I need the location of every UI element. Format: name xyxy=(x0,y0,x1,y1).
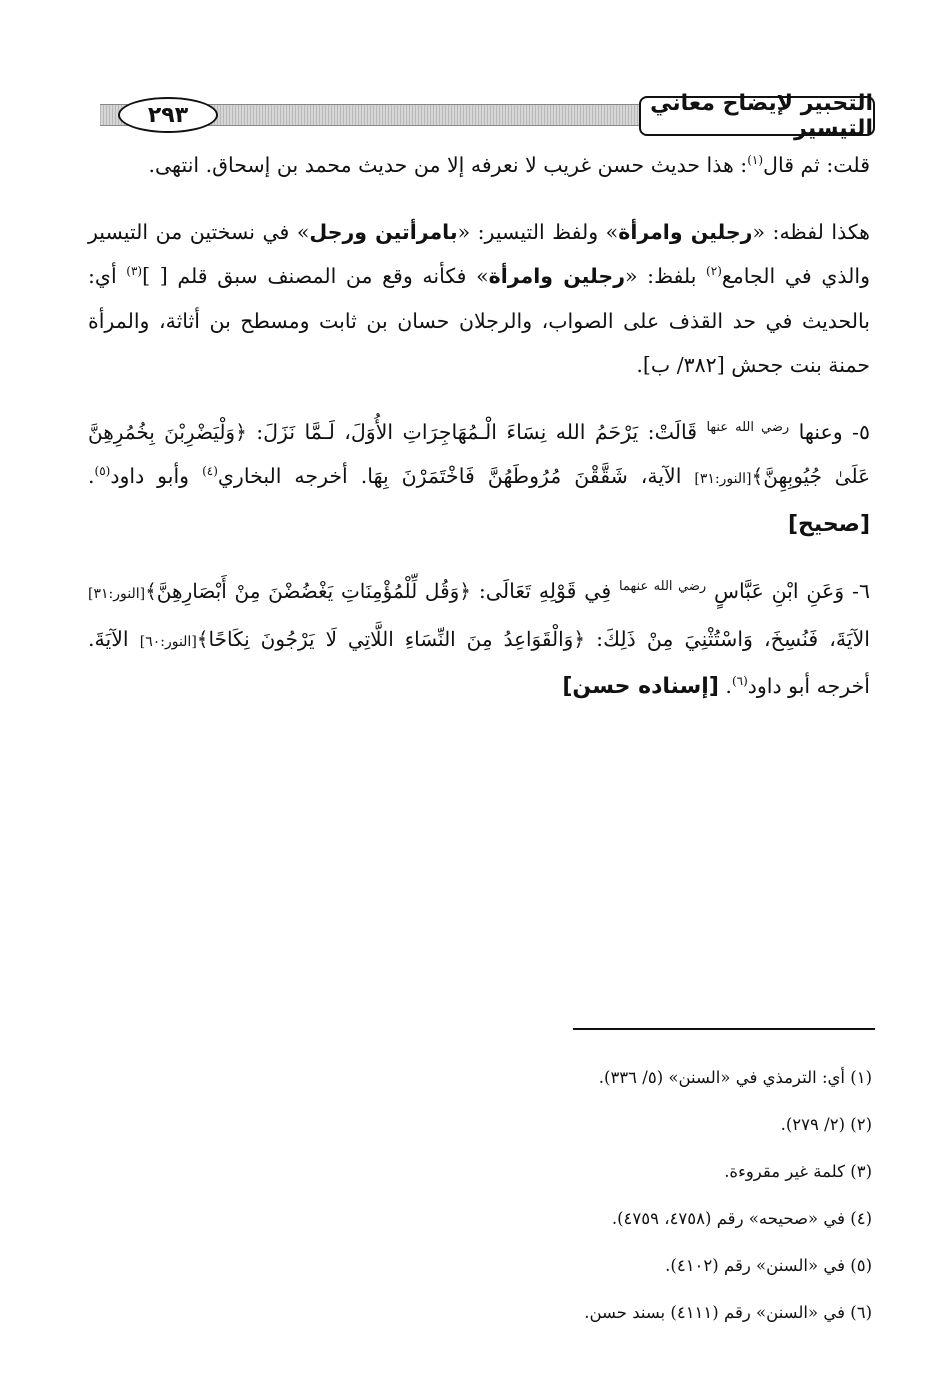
honorific-glyph: رضي الله عنها xyxy=(706,419,790,435)
footnote-ref: (٥) xyxy=(94,464,111,479)
paragraph-1 xyxy=(88,143,870,188)
footnote-2: (٢) (٢/ ٢٧٩). xyxy=(780,1115,872,1134)
footnote-6: (٦) في «السنن» رقم (٤١١١) بسند حسن. xyxy=(584,1303,872,1322)
paragraph-2 xyxy=(88,210,870,388)
text-span: » ولفظ التيسير: « xyxy=(457,219,619,244)
quran-verse: ﴿وَالْقَوَاعِدُ مِنَ النِّسَاءِ اللَّاتِي لَا يَرْجُونَ نِكَاحًا﴾ xyxy=(196,626,586,651)
paragraph-gap xyxy=(88,388,870,410)
text-span: قلت: ثم قال xyxy=(763,153,870,177)
text-span: وأبو داود xyxy=(110,464,203,488)
footnote-3: (٣) كلمة غير مقروءة. xyxy=(724,1162,872,1181)
text-span: » في نسختين من التيسير والذي في الجامع xyxy=(88,219,870,288)
footnote-ref: (٢) xyxy=(706,264,722,279)
text-span: بلفظ: « xyxy=(625,264,707,288)
footnote-ref: (٤) xyxy=(202,464,218,479)
bold-phrase: رجلين وامرأة xyxy=(488,264,625,288)
page-number: ٢٩٣ xyxy=(147,102,189,128)
text-span: فِي قَوْلِهِ تَعَالَى: xyxy=(471,579,620,603)
footnote-4: (٤) في «صحيحه» رقم (٤٧٥٨، ٤٧٥٩). xyxy=(611,1209,872,1228)
text-span: » فكأنه وقع من المصنف سبق قلم [ ] xyxy=(142,264,489,288)
verse-reference: [النور:٣١] xyxy=(88,586,146,602)
text-span: الآيَةَ. أخرجه أبو داود xyxy=(88,626,870,698)
footnote-ref: (٦) xyxy=(731,674,748,689)
hadith-5 xyxy=(88,410,870,548)
bold-phrase: رجلين وامرأة xyxy=(618,219,753,244)
text-span: . xyxy=(718,674,732,698)
footnote-ref: (١) xyxy=(747,153,764,168)
text-span: ٥- وعنها xyxy=(789,419,870,444)
text-span: : هذا حديث حسن غريب لا نعرفه إلا من حديث محمد بن إسحاق. انتهى. xyxy=(148,153,748,177)
page-number-oval xyxy=(118,97,218,133)
text-span: أي: بالحديث في حد القذف على الصواب، والرجلان حسان بن ثابت ومسطح بن أثاثة، والمرأة حمنة بنت جحش [٣٨٢/ ب]. xyxy=(88,264,870,377)
header-title-frame xyxy=(639,91,875,141)
verse-reference: [النور:٦٠] xyxy=(139,633,197,650)
hadith-6 xyxy=(88,569,870,710)
text-span: قَالَتْ: يَرْحَمُ الله نِسَاءَ الْـمُهَاجِرَاتِ الأُوَلَ، لَـمَّا نَزَلَ: xyxy=(246,419,707,444)
hadith-grade: [صحيح] xyxy=(787,511,870,537)
footnote-5: (٥) في «السنن» رقم (٤١٠٢). xyxy=(665,1256,872,1275)
quran-verse: ﴿وَلْيَضْرِبْنَ بِخُمُرِهِنَّ عَلَىٰ جُيُوبِهِنَّ﴾ xyxy=(88,419,870,488)
footnote-1: (١) أي: الترمذي في «السنن» (٥/ ٣٣٦). xyxy=(598,1068,872,1087)
text-span: . xyxy=(88,464,95,488)
paragraph-gap xyxy=(88,547,870,569)
footnote-separator xyxy=(573,1028,875,1030)
honorific-glyph: رضي الله عنهما xyxy=(619,579,707,595)
quran-verse: ﴿وَقُل لِّلْمُؤْمِنَاتِ يَغْضُضْنَ مِنْ أَبْصَارِهِنَّ﴾ xyxy=(145,579,472,603)
hadith-grade: [إسناده حسن] xyxy=(562,674,719,699)
text-span: الآية، شَقَّقْنَ مُرُوطَهُنَّ فَاخْتَمَرْنَ بِهَا. أخرجه البخاري xyxy=(217,464,695,488)
text-span: هكذا لفظه: « xyxy=(752,219,870,244)
text-span: ٦- وَعَنِ ابْنِ عَبَّاسٍ xyxy=(706,579,870,603)
text-span: الآيَةَ، فَنُسِخَ، وَاسْتُثْنِيَ مِنْ ذَلِكَ: xyxy=(585,626,870,651)
book-title: التحبير لإيضاح معاني التيسير xyxy=(650,91,873,141)
main-text xyxy=(88,143,870,710)
paragraph-gap xyxy=(88,188,870,210)
running-header xyxy=(100,91,875,141)
footnote-ref: (٣) xyxy=(126,264,143,279)
verse-reference: [النور:٣١] xyxy=(694,471,752,487)
bold-phrase: بامرأتين ورجل xyxy=(309,219,458,244)
